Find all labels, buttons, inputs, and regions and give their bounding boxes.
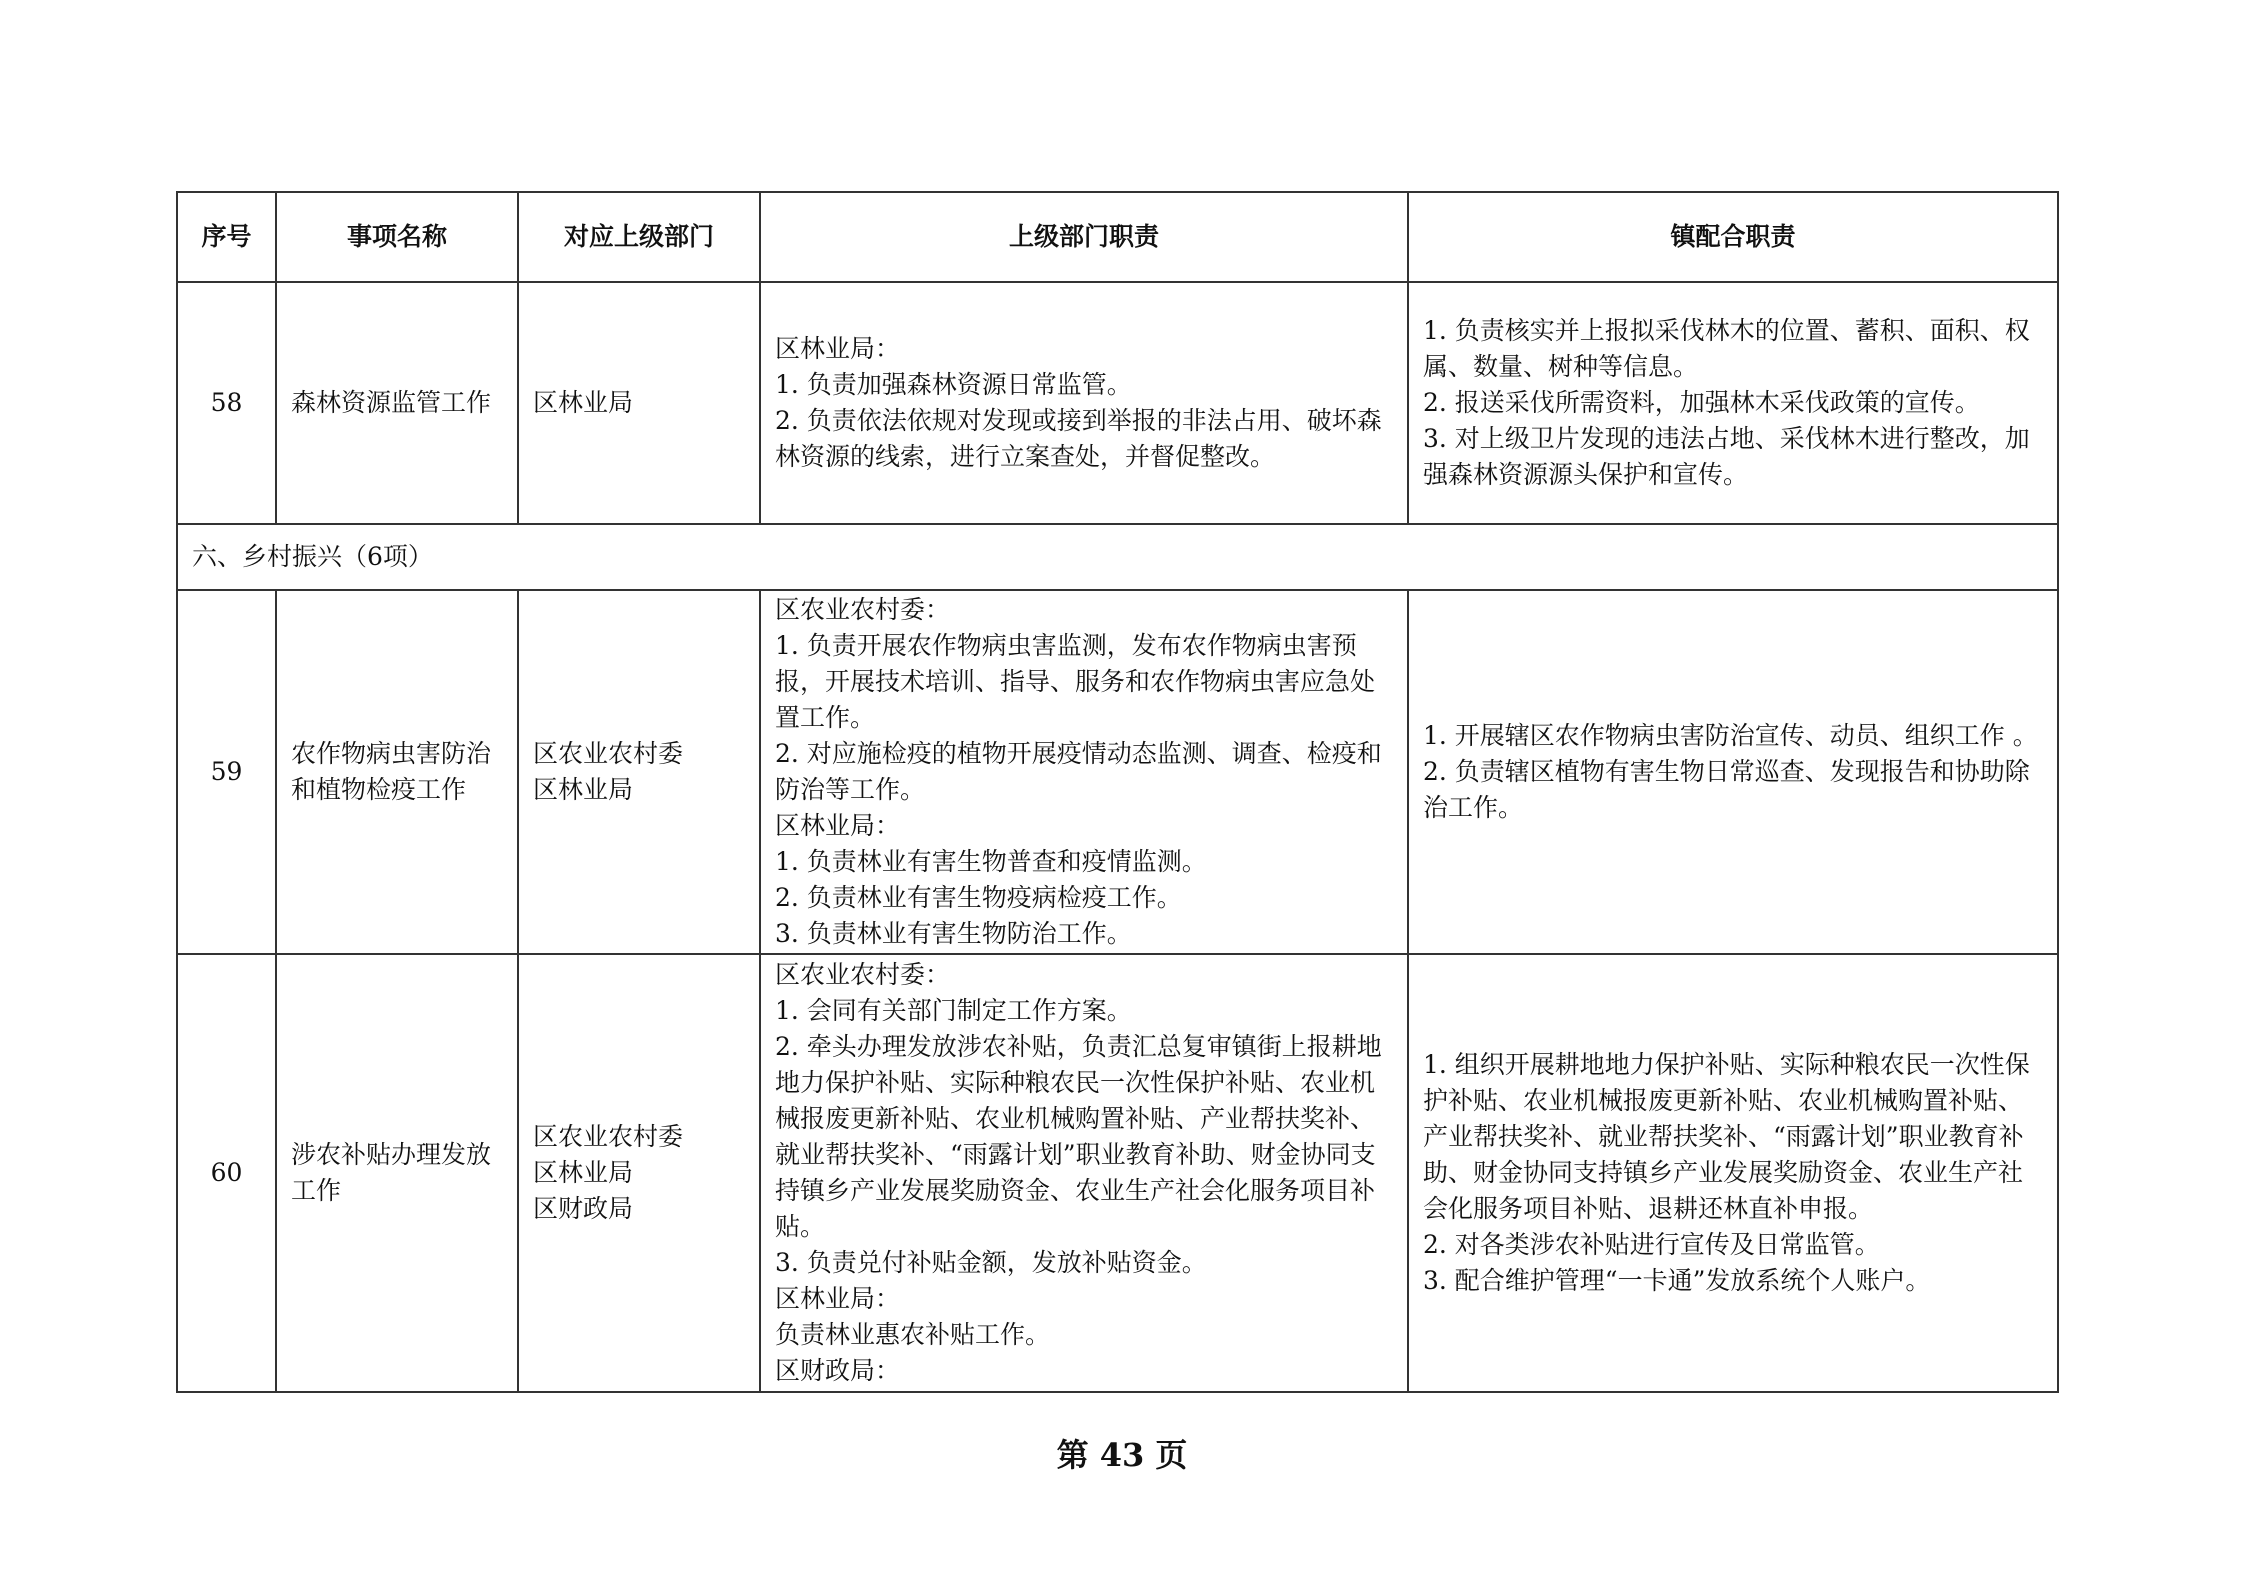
header-town-duty: 镇配合职责: [1408, 192, 2058, 282]
page-number: 第 43 页: [1056, 1436, 1188, 1474]
duty-line: 1. 负责核实并上报拟采伐林木的位置、蓄积、面积、权属、数量、树种等信息。: [1423, 316, 2030, 381]
row-dept: [518, 954, 760, 1392]
duty-line: 2. 报送采伐所需资料，加强林木采伐政策的宣传。: [1423, 388, 1980, 417]
row-dept: [518, 282, 760, 524]
section-title: 六、乡村振兴（6项）: [177, 524, 2058, 590]
duty-line: 2. 对应施检疫的植物开展疫情动态监测、调查、检疫和防治等工作。: [775, 739, 1382, 804]
header-upper-duty: 上级部门职责: [760, 192, 1408, 282]
duty-line: 2. 负责依法依规对发现或接到举报的非法占用、破坏森林资源的线索，进行立案查处，并督促整改。: [775, 406, 1382, 471]
row-name: 涉农补贴办理发放工作: [276, 954, 518, 1392]
dept-line: 区农业农村委: [533, 739, 684, 768]
header-dept: 对应上级部门: [518, 192, 760, 282]
dept-line: 区财政局: [533, 1194, 634, 1223]
duty-line: 1. 开展辖区农作物病虫害防治宣传、动员、组织工作 。: [1423, 721, 2038, 750]
row-town-duty: [1408, 590, 2058, 954]
row-upper-duty: [760, 954, 1408, 1392]
duty-line: 3. 负责兑付补贴金额，发放补贴资金。: [775, 1248, 1207, 1277]
duty-table: [176, 191, 2059, 1393]
duty-line: 1. 负责开展农作物病虫害监测，发布农作物病虫害预报，开展技术培训、指导、服务和农作物病虫害应急处置工作。: [775, 631, 1376, 732]
table-row: [177, 590, 2058, 954]
table-row: [177, 282, 2058, 524]
row-num: 60: [177, 954, 276, 1392]
duty-line: 区财政局：: [775, 1356, 901, 1385]
row-num: 58: [177, 282, 276, 524]
duty-line: 区林业局：: [775, 811, 901, 840]
duty-line: 2. 牵头办理发放涉农补贴，负责汇总复审镇街上报耕地地力保护补贴、实际种粮农民一次性保护补贴、农业机械报废更新补贴、农业机械购置补贴、产业帮扶奖补、就业帮扶奖补、“雨露计划”职业教育补助、财金协同支持镇乡产业发展奖励资金、农业生产社会化服务项目补贴。: [775, 1032, 1382, 1241]
duty-line: 1. 负责加强森林资源日常监管。: [775, 370, 1132, 399]
row-upper-duty: [760, 282, 1408, 524]
duty-line: 区林业局：: [775, 334, 901, 363]
row-name: 农作物病虫害防治和植物检疫工作: [276, 590, 518, 954]
table-row: [177, 954, 2058, 1392]
duty-line: 区农业农村委：: [775, 960, 951, 989]
duty-line: 2. 负责林业有害生物疫病检疫工作。: [775, 883, 1182, 912]
duty-line: 负责林业惠农补贴工作。: [775, 1320, 1051, 1349]
header-num: 序号: [177, 192, 276, 282]
row-num: 59: [177, 590, 276, 954]
duty-line: 3. 配合维护管理“一卡通”发放系统个人账户。: [1423, 1266, 1931, 1295]
dept-line: 区农业农村委: [533, 1122, 684, 1151]
duty-line: 区农业农村委：: [775, 595, 951, 624]
row-town-duty: [1408, 282, 2058, 524]
table-header-row: [177, 192, 2058, 282]
duty-line: 3. 负责林业有害生物防治工作。: [775, 919, 1132, 948]
dept-line: 区林业局: [533, 388, 634, 417]
duty-line: 2. 对各类涉农补贴进行宣传及日常监管。: [1423, 1230, 1880, 1259]
header-name: 事项名称: [276, 192, 518, 282]
duty-line: 1. 组织开展耕地地力保护补贴、实际种粮农民一次性保护补贴、农业机械报废更新补贴、农业机械购置补贴、产业帮扶奖补、就业帮扶奖补、“雨露计划”职业教育补助、财金协同支持镇乡产业发展奖励资金、农业生产社会化服务项目补贴、退耕还林直补申报。: [1423, 1050, 2030, 1223]
duty-line: 2. 负责辖区植物有害生物日常巡查、发现报告和协助除治工作。: [1423, 757, 2030, 822]
dept-line: 区林业局: [533, 775, 634, 804]
row-dept: [518, 590, 760, 954]
row-town-duty: [1408, 954, 2058, 1392]
duty-line: 3. 对上级卫片发现的违法占地、采伐林木进行整改，加强森林资源源头保护和宣传。: [1423, 424, 2030, 489]
section-row: [177, 524, 2058, 590]
duty-line: 1. 负责林业有害生物普查和疫情监测。: [775, 847, 1207, 876]
duty-line: 1. 会同有关部门制定工作方案。: [775, 996, 1132, 1025]
row-upper-duty: [760, 590, 1408, 954]
dept-line: 区林业局: [533, 1158, 634, 1187]
row-name: 森林资源监管工作: [276, 282, 518, 524]
duty-line: 区林业局：: [775, 1284, 901, 1313]
